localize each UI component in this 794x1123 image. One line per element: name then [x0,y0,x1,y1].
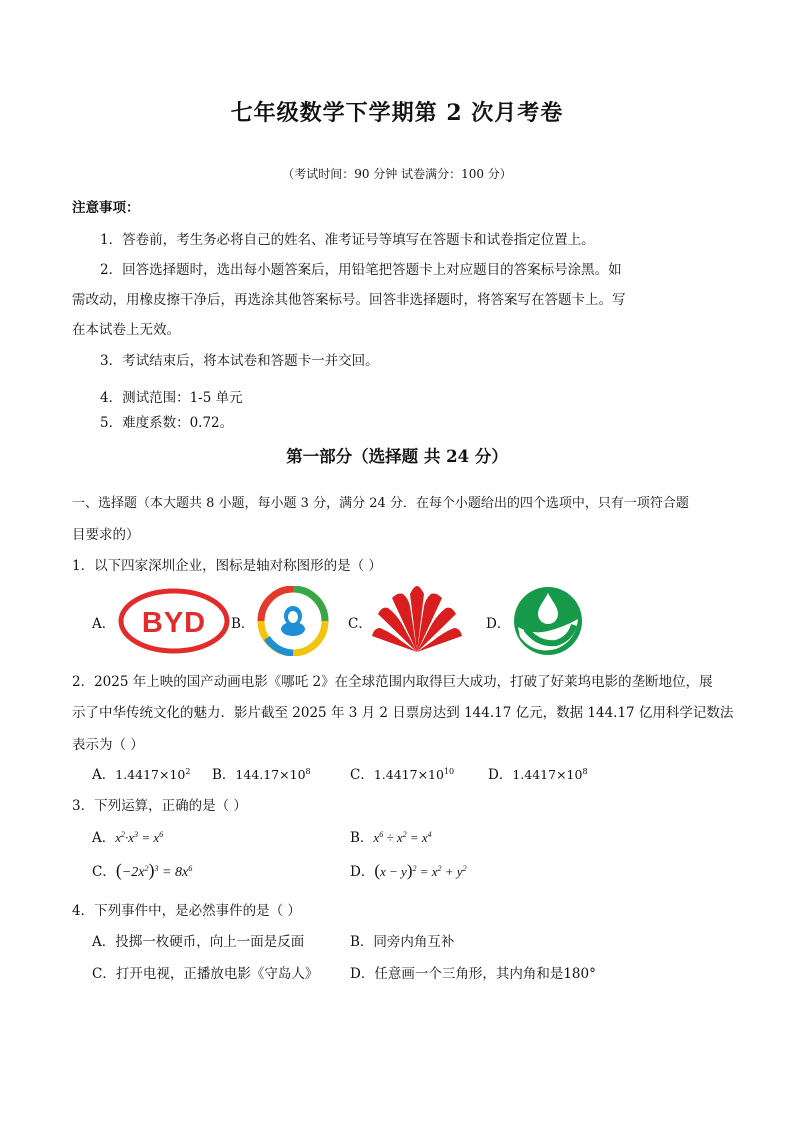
question-4-stem: 4．下列事件中，是必然事件的是（ ） [72,903,301,919]
option-label: A． [92,616,116,632]
question-2-option-d: D．$1.4417\times 10^8$ [488,767,588,783]
question-2-option-a: A．$1.4417\times 10^2$ [92,767,191,783]
notice-heading: 注意事项： [72,200,140,216]
exam-title: 七年级数学下学期第 2 次月考卷 [230,100,564,126]
question-4-option-c: C．打开电视，正播放电影《守岛人》 [92,966,319,982]
tencent-logo-icon [256,586,330,656]
notice-line: 5．难度系数：0.72。 [100,415,234,431]
question-4-option-d: D．任意画一个三角形，其内角和是180° [350,966,596,982]
question-2-option-b: B．$144.17\times 10^8$ [212,767,311,783]
notice-line: 在本试卷上无效。 [72,322,180,338]
option-label: B． [231,616,255,632]
option-label: D． [486,616,511,632]
notice-line: 2．回答选择题时，选出每小题答案后，用铅笔把答题卡上对应题目的答案标号涂黑。如 [100,262,622,278]
section-title: 第一部分（选择题 共 24 分） [286,447,508,466]
question-2-line: 表示为（ ） [72,737,144,753]
huawei-logo-icon [370,584,464,656]
notice-line: 1．答卷前，考生务必将自己的姓名、准考证号等填写在答题卡和试卷指定位置上。 [100,232,595,248]
notice-line: 需改动，用橡皮擦干净后，再选涂其他答案标号。回答非选择题时，将答案写在答题卡上。写 [72,292,626,308]
byd-logo-text: BYD [141,607,207,639]
question-3-stem: 3．下列运算，正确的是（ ） [72,798,247,814]
question-4-option-a: A．投掷一枚硬币，向上一面是反面 [92,934,305,950]
option-label: C． [348,616,372,632]
notice-line: 3．考试结束后，将本试卷和答题卡一并交回。 [100,353,379,369]
question-1-stem: 1．以下四家深圳企业，图标是轴对称图形的是（ ） [72,558,382,574]
part-intro: 目要求的） [72,527,140,543]
question-2-option-c: C．$1.4417\times 10^{10}$ [350,767,455,783]
notice-line: 4．测试范围：1-5 单元 [100,390,243,406]
question-2-line: 示了中华传统文化的魅力．影片截至 2025 年 3 月 2 日票房达到 144.17 亿元，数据 144.17 亿用科学记数法 [72,705,734,721]
question-3-option-c: C．$(-2x^2)^3 = 8x^6$ [92,860,193,880]
part-intro: 一、选择题（本大题共 8 小题，每小题 3 分，满分 24 分．在每个小题给出的四个选项中，只有一项符合题 [72,496,689,511]
question-3-option-b: B．$x^6 \div x^2 = x^4$ [350,830,432,846]
question-3-option-a: A．$x^2\cdot x^3 = x^6$ [92,830,164,846]
question-4-option-b: B．同旁内角互补 [350,934,455,950]
exam-subtitle: （考试时间：90 分钟 试卷满分：100 分） [282,167,512,181]
byd-logo-icon [118,588,230,654]
question-3-option-d: D．$(x - y)^2 = x^2 + y^2$ [350,861,467,880]
question-2-line: 2．2025 年上映的国产动画电影《哪吒 2》在全球范围内取得巨大成功，打破了好莱坞电影的垄断地位，展 [72,674,713,690]
water-drop-logo-icon [512,585,584,657]
